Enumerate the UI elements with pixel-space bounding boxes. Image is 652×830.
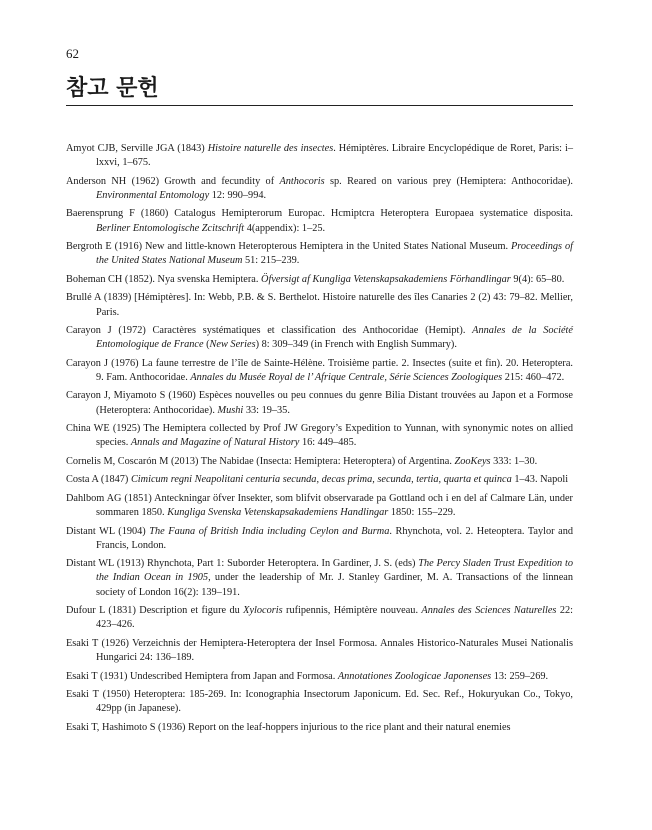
reference-entry: China WE (1925) The Hemiptera collected by Prof JW Gregory’s Expedition to Yunnan, with synonymic notes on allied species. Annals and Magazine of Natural History 16: 449–485. — [66, 423, 573, 449]
reference-entry: Distant WL (1913) Rhynchota, Part 1: Suborder Heteroptera. In Gardiner, J. S. (eds) The Percy Sladen Trust Expedition to the Indian Ocean in 1905, under the leadership of Mr. J. Stanley Gardiner, M. A. Transactions of the linnean society of London 16(2): 139–191. — [66, 558, 573, 598]
italic-title: Xylocoris — [243, 605, 283, 617]
reference-entry: Costa A (1847) Cimicum regni Neapolitani centuria secunda, decas prima, secunda, tertia, quarta et quinca 1–43. Napoli — [66, 474, 569, 486]
italic-title: Histoire naturelle des insectes — [207, 143, 334, 154]
reference-entry: Esaki T (1926) Verzeichnis der Hemiptera-Heteroptera der Insel Formosa. Annales Historico-Naturales Musei Nationalis Hungarici 24: 136–189. — [66, 637, 573, 664]
reference-entry: Esaki T (1931) Undescribed Hemiptera from Japan and Formosa. Annotationes Zoologicae Japonenses 13: 259–269. — [66, 670, 549, 682]
reference-entry: Cornelis M, Coscarón M (2013) The Nabidae (Insecta: Hemiptera: Heteroptera) of Argentina. ZooKeys 333: 1–30. — [66, 455, 538, 467]
reference-entry: Esaki T, Hashimoto S (1936) Report on the leaf-hoppers injurious to the rice plant and their natural enemies — [66, 721, 511, 733]
reference-entry: Dufour L (1831) Description et figure du Xylocoris rufipennis, Hémiptère nouveau. Annales des Sciences Naturelles 22: 423–426. — [66, 605, 573, 631]
reference-entry: Brullé A (1839) [Hémiptères]. In: Webb, P.B. & S. Berthelot. Histoire naturelle des îles Canaries 2 (2) 43: 79–82. Mellier, Paris. — [66, 292, 573, 318]
reference-entry: Anderson NH (1962) Growth and fecundity of Anthocoris sp. Reared on various prey (Hemiptera: Anthocoridae). Environmental Entomology 12: 990–994. — [66, 175, 573, 201]
italic-title: The Percy Sladen Trust Expedition to the Indian Ocean in 1905 — [96, 558, 573, 584]
italic-title: Öfversigt af Kungliga Vetenskapsakademiens Förhandlingar — [261, 273, 511, 285]
reference-entry: Bergroth E (1916) New and little-known Heteropterous Hemiptera in the United States National Museum. Proceedings of the United States National Museum 51: 215–239. — [66, 241, 574, 267]
italic-title: Annales des Sciences Naturelles — [421, 605, 557, 617]
reference-entry: Carayon J (1972) Caractères systématiques et classification des Anthocoridae (Hemipt). Annales de la Société Entomologique de France (New Series) 8: 309–349 (in French with English Summary). — [66, 325, 573, 351]
italic-title: Annales de la Société Entomologique de France — [96, 325, 573, 351]
italic-title: Annales du Musée Royal de l’ Afrique Centrale, Série Sciences Zoologiques — [190, 371, 503, 383]
reference-entry: Amyot CJB, Serville JGA (1843) Histoire naturelle des insectes. Hémiptères. Libraire Encyclopédique de Roret, Paris: i–lxxvi, 1–675. — [66, 143, 573, 169]
reference-entry: Distant WL (1904) The Fauna of British India including Ceylon and Burma. Rhynchota, vol. 2. Heteoptera. Taylor and Francis, London. — [66, 525, 574, 551]
page-number: 62 — [66, 46, 79, 61]
reference-entry: Boheman CH (1852). Nya svenska Hemiptera. Öfversigt af Kungliga Vetenskapsakademiens Förhandlingar 9(4): 65–80. — [66, 273, 565, 285]
italic-title: Annals and Magazine of Natural History — [130, 437, 300, 449]
reference-entry: Esaki T (1950) Heteroptera: 185-269. In: Iconographia Insectorum Japonicum. Ed. Sec. Ref., Hokuryukan Co., Tokyo, 429pp (in Japanese). — [66, 689, 573, 715]
italic-title: Kungliga Svenska Vetenskapsakademiens Handlingar — [167, 507, 389, 519]
reference-entry: Dahlbom AG (1851) Anteckningar öfver Insekter, som blifvit observarade pa Gottland och i en del af Calmare Län, under sommaren 1850. Kungliga Svenska Vetenskapsakademiens Handlingar 1850: 155–229. — [66, 492, 573, 519]
reference-entry: Carayon J (1976) La faune terrestre de l’île de Sainte-Hélène. Troisième partie. 2. Insectes (suite et fin). 20. Heteroptera. 9. Fam. Anthocoridae. Annales du Musée Royal de l’ Afrique Centrale, Série Sciences Zoologiques 215: 460–472. — [66, 357, 573, 383]
italic-title: ZooKeys — [454, 455, 491, 467]
italic-title: Berliner Entomologische Zcitschrift — [96, 222, 245, 234]
italic-title: New Series — [209, 339, 256, 351]
italic-title: The Fauna of British India including Ceylon and Burma — [149, 525, 390, 537]
italic-title: Proceedings of the United States National Museum — [96, 241, 574, 267]
italic-title: Mushi — [217, 404, 244, 416]
reference-entry: Baerensprung F (1860) Catalogus Hemipterorum Europac. Hcmiptcra Heteroptera Europaea systematice disposita. Berliner Entomologische Zcitschrift 4(appendix): 1–25. — [66, 208, 573, 234]
reference-entry: Carayon J, Miyamoto S (1960) Espèces nouvelles ou peu connues du genre Bilia Distant trouvées au Japon et a Formose (Heteroptera: Anthocoridae). Mushi 33: 19–35. — [66, 390, 573, 416]
section-title: 참고 문헌 — [66, 76, 573, 106]
italic-title: Anthocoris — [279, 175, 325, 187]
reference-list — [66, 142, 573, 739]
italic-title: Cimicum regni Neapolitani centuria secunda, decas prima, secunda, tertia, quarta et quinca — [130, 474, 512, 486]
italic-title: Annotationes Zoologicae Japonenses — [337, 670, 492, 682]
italic-title: Environmental Entomology — [96, 189, 210, 201]
